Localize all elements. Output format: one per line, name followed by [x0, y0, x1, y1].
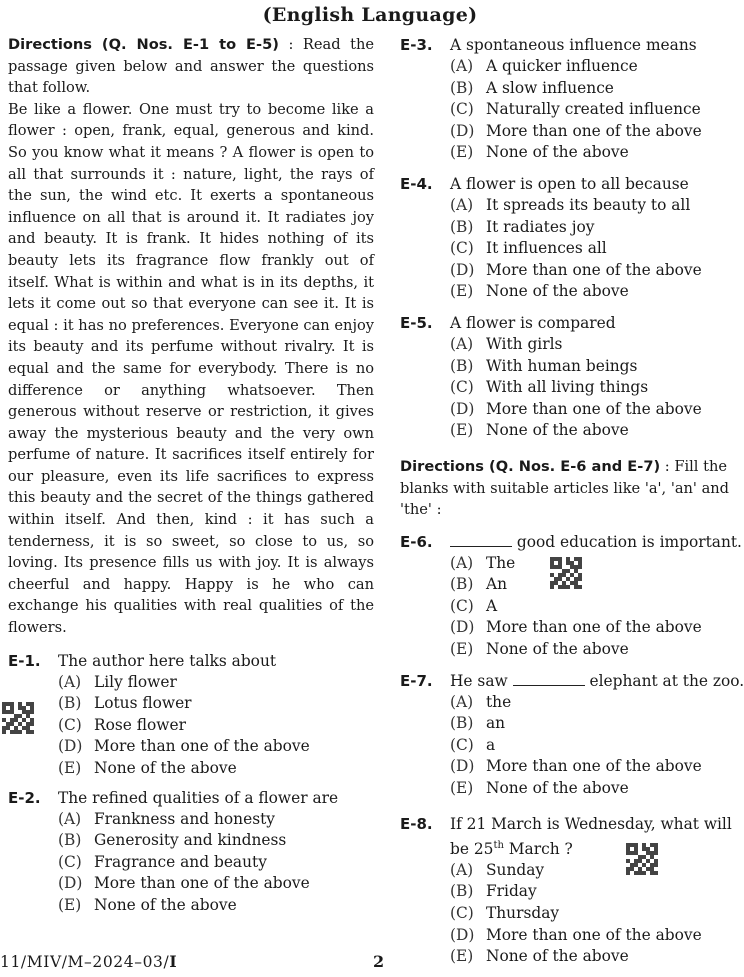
question-text: A flower is compared: [450, 313, 616, 332]
question-text: The refined qualities of a flower are: [58, 788, 339, 807]
fill-blank: [513, 671, 585, 686]
question-number: E-8.: [400, 814, 433, 833]
right-column: [400, 34, 744, 968]
question-e1: [8, 650, 374, 780]
options-e8: [400, 860, 740, 968]
option-e[interactable]: (E) None of the above: [58, 895, 237, 914]
option-d[interactable]: (D) More than one of the above: [450, 399, 702, 418]
options-e2: [8, 809, 374, 917]
options-e3: [400, 56, 740, 164]
option-b[interactable]: (B) A slow influence: [450, 78, 614, 97]
options-e5: [400, 334, 740, 442]
option-c[interactable]: (C) A: [450, 596, 498, 615]
option-e[interactable]: (E) None of the above: [450, 947, 629, 966]
question-e6: [400, 531, 740, 661]
option-c[interactable]: (C) Naturally created influence: [450, 100, 701, 119]
option-e[interactable]: (E) None of the above: [450, 421, 629, 440]
question-number: E-5.: [400, 313, 433, 332]
question-text: He saw elephant at the zoo.: [450, 671, 744, 690]
options-e7: [400, 692, 740, 800]
question-text: If 21 March is Wednesday, what will: [450, 814, 732, 833]
directions-label: Directions (Q. Nos. E-1 to E-5): [8, 36, 279, 53]
question-text: A flower is open to all because: [450, 174, 689, 193]
options-e1: [8, 672, 374, 780]
qr-code-icon: [550, 557, 582, 589]
option-c[interactable]: (C) With all living things: [450, 378, 649, 397]
question-e2: [8, 787, 374, 917]
question-number: E-2.: [8, 788, 41, 807]
option-a[interactable]: (A) With girls: [450, 334, 563, 353]
question-number: E-7.: [400, 671, 433, 690]
option-a[interactable]: (A) the: [450, 692, 512, 711]
option-e[interactable]: (E) None of the above: [58, 759, 237, 777]
option-a[interactable]: (A) It spreads its beauty to all: [450, 195, 691, 214]
option-b[interactable]: (B) Friday: [450, 882, 537, 901]
option-b[interactable]: (B) With human beings: [450, 356, 638, 375]
option-a[interactable]: (A) A quicker influence: [450, 57, 638, 75]
option-d[interactable]: (D) More than one of the above: [450, 121, 702, 140]
paper-code: 11/MIV/M–2024–03/I: [0, 952, 178, 971]
option-b[interactable]: (B) Lotus flower: [58, 694, 192, 713]
question-e8: [400, 813, 740, 968]
question-text-line2: be 25th March ?: [450, 839, 573, 858]
question-e5: [400, 312, 740, 442]
question-number: E-4.: [400, 174, 433, 193]
question-number: E-1.: [8, 651, 41, 670]
left-column: [8, 34, 374, 917]
question-number: E-6.: [400, 532, 433, 551]
option-c[interactable]: (C) Thursday: [450, 903, 560, 922]
option-b[interactable]: (B) An: [450, 575, 508, 594]
question-e3: [400, 34, 740, 164]
question-text: good education is important.: [450, 531, 742, 553]
option-b[interactable]: (B) an: [450, 714, 506, 733]
option-d[interactable]: (D) More than one of the above: [58, 874, 310, 893]
options-e4: [400, 195, 740, 303]
option-e[interactable]: (E) None of the above: [450, 143, 629, 162]
question-e7: [400, 670, 744, 800]
option-b[interactable]: (B) Generosity and kindness: [58, 831, 287, 850]
option-c[interactable]: (C) Fragrance and beauty: [58, 852, 267, 871]
question-text: A spontaneous influence means: [450, 36, 697, 54]
reading-passage: Be like a flower. One must try to become like a flower : open, frank, equal, generous and kind. So you know what it means ? A flower is open to all that surrounds it : nature, light, the rays of the sun, the wind etc. It exerts a spontaneous influence on all that is around it. It radiates joy and beauty. It is frank. It hides nothing of its beauty lets its fragrance flow frankly out of itself. What is within and what is in its depths, it lets it come out so that everyone can see it. It is equal : it has no preferences. Everyone can enjoy its beauty and its perfume without rivalry. It is equal and the same for everybody. There is no difference or anything whatsoever. Then generous without reserve or restriction, it gives away the mysterious beauty and the very own perfume of nature. It sacrifices itself entirely for our pleasure, even its life sacrifices to express this beauty and the secret of the things gathered within itself. And then, kind : it has such a tenderness, it is so sweet, so close to us, so loving. Its presence fills us with joy. It is always cheerful and happy. Happy is he who can exchange his qualities with real qualities of the flowers.: [8, 100, 374, 637]
qr-code-icon: [2, 702, 34, 734]
fill-blank: [450, 532, 512, 547]
option-c[interactable]: (C) Rose flower: [58, 715, 186, 734]
option-a[interactable]: (A) The: [450, 553, 516, 572]
option-d[interactable]: (D) More than one of the above: [450, 757, 702, 776]
option-d[interactable]: (D) More than one of the above: [58, 737, 310, 756]
question-text: The author here talks about: [58, 651, 277, 670]
page-number: 2: [373, 952, 385, 971]
directions-text: : Read the passage given below and answer the questions that follow.: [8, 36, 374, 97]
option-b[interactable]: (B) It radiates joy: [450, 217, 595, 236]
section-heading: (English Language): [262, 4, 478, 26]
option-a[interactable]: (A) Sunday: [450, 860, 545, 879]
option-e[interactable]: (E) None of the above: [450, 779, 629, 798]
option-c[interactable]: (C) a: [450, 735, 496, 754]
option-c[interactable]: (C) It influences all: [450, 239, 607, 258]
directions-label: Directions (Q. Nos. E-6 and E-7): [400, 457, 661, 475]
option-d[interactable]: (D) More than one of the above: [450, 618, 702, 637]
question-number: E-3.: [400, 36, 433, 54]
question-e4: [400, 173, 740, 303]
directions-e6-e7: [400, 456, 730, 521]
directions-text: : Fill the blanks with suitable articles like 'a', 'an' and 'the' :: [400, 457, 730, 519]
option-a[interactable]: (A) Lily flower: [58, 672, 177, 691]
option-e[interactable]: (E) None of the above: [450, 282, 629, 301]
option-d[interactable]: (D) More than one of the above: [450, 260, 702, 279]
option-a[interactable]: (A) Frankness and honesty: [58, 809, 275, 828]
option-e[interactable]: (E) None of the above: [450, 640, 629, 659]
directions-e1-e5: [8, 34, 374, 99]
qr-code-icon: [626, 843, 658, 875]
option-d[interactable]: (D) More than one of the above: [450, 925, 702, 944]
